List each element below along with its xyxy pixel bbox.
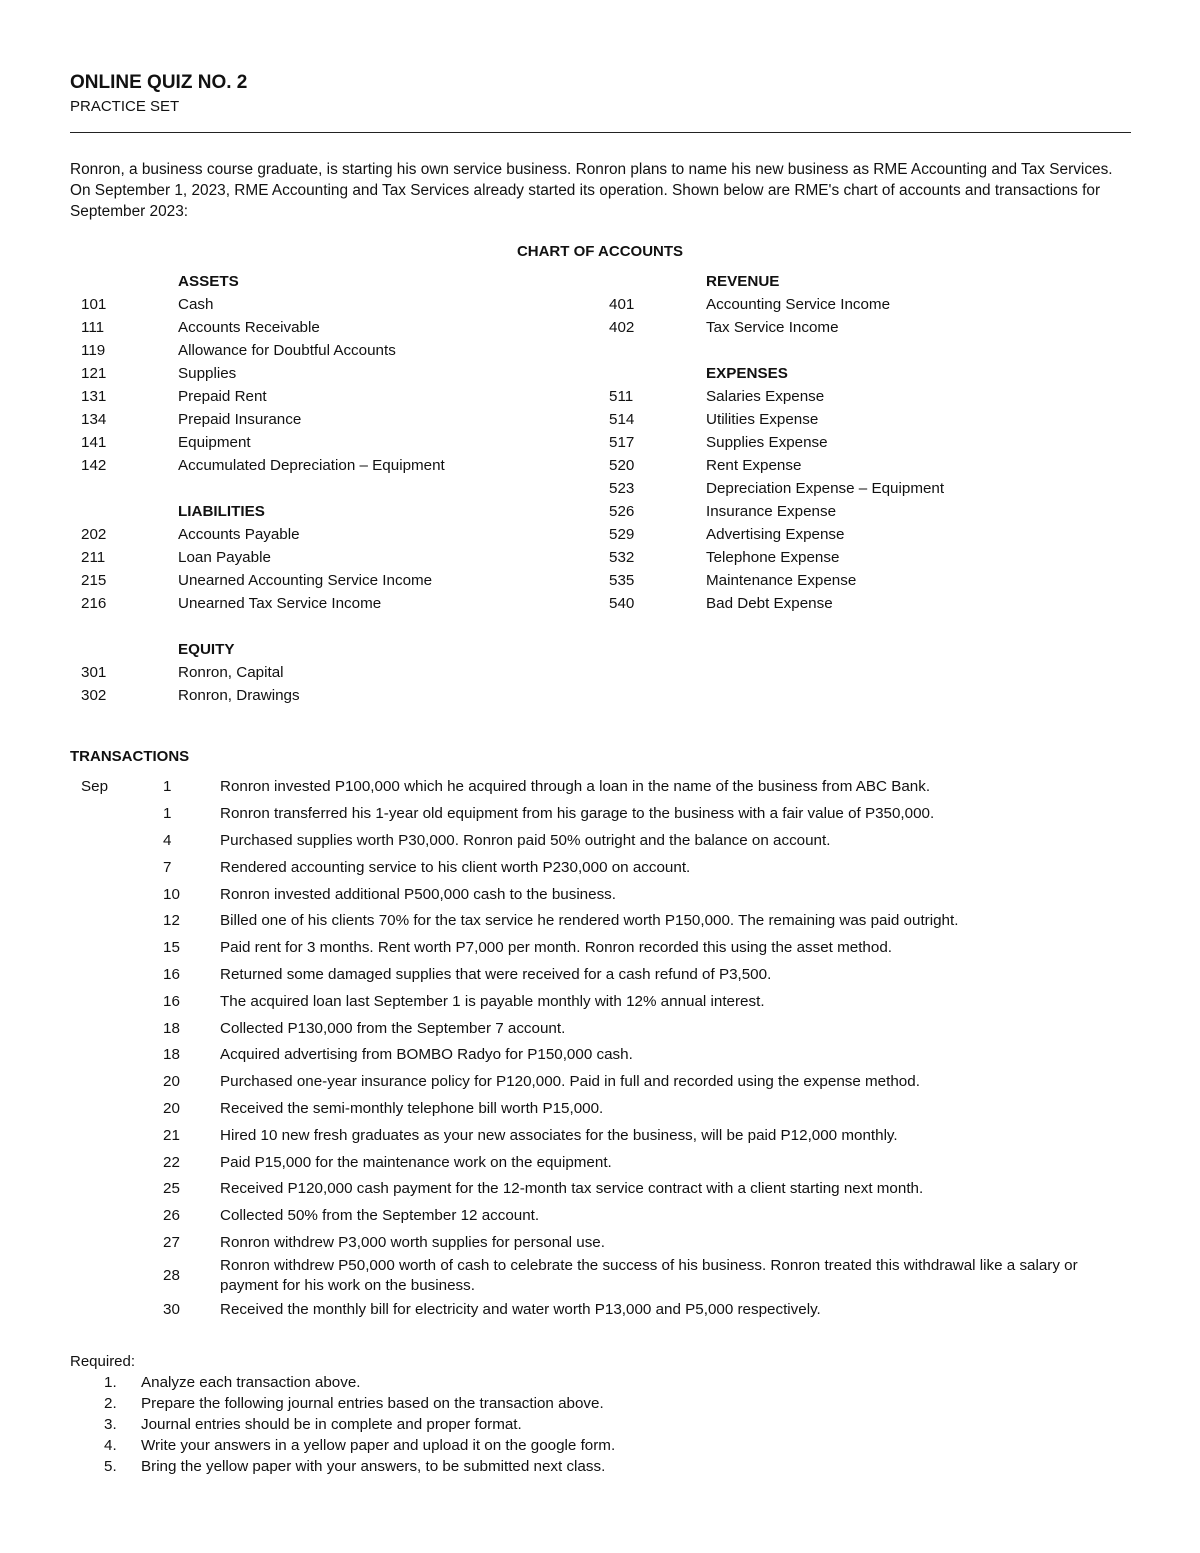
account-row — [81, 477, 561, 500]
account-code: 401 — [609, 296, 635, 313]
transaction-description: Received the monthly bill for electricity and water worth P13,000 and P5,000 respectively. — [220, 1300, 821, 1318]
account-row — [609, 500, 1089, 523]
transaction-row — [81, 801, 1131, 828]
transaction-description: Ronron transferred his 1-year old equipment from his garage to the business with a fair value of P350,000. — [220, 805, 935, 823]
account-code: 121 — [81, 365, 107, 382]
account-code: 101 — [81, 296, 107, 313]
transaction-description: Purchased one-year insurance policy for P120,000. Paid in full and recorded using the expense method. — [220, 1073, 920, 1091]
transaction-description: Billed one of his clients 70% for the tax service he rendered worth P150,000. The remaining was paid outright. — [220, 912, 959, 930]
requirement-item — [104, 1393, 615, 1414]
transaction-day: 18 — [163, 1019, 180, 1037]
transaction-row — [81, 881, 1131, 908]
transaction-day: 20 — [163, 1073, 180, 1091]
account-code: 215 — [81, 572, 107, 589]
account-code: 523 — [609, 480, 635, 497]
requirement-item — [104, 1414, 615, 1435]
transaction-description: Paid rent for 3 months. Rent worth P7,000 per month. Ronron recorded this using the asset method. — [220, 939, 892, 957]
requirement-item — [104, 1456, 615, 1477]
transactions-list — [81, 774, 1131, 1323]
transactions-heading: TRANSACTIONS — [70, 748, 190, 765]
transaction-description: Collected 50% from the September 12 account. — [220, 1207, 540, 1225]
account-name: Accounts Payable — [178, 526, 300, 543]
transaction-row — [81, 988, 1131, 1015]
transaction-row — [81, 908, 1131, 935]
account-category-heading: LIABILITIES — [178, 503, 265, 520]
account-code: 216 — [81, 595, 107, 612]
account-name: Loan Payable — [178, 549, 271, 566]
account-category-row — [81, 638, 561, 661]
requirement-number: 4. — [104, 1437, 117, 1454]
account-category-heading: EQUITY — [178, 641, 235, 658]
transaction-description: Acquired advertising from BOMBO Radyo for P150,000 cash. — [220, 1046, 633, 1064]
transaction-day: 26 — [163, 1207, 180, 1225]
account-name: Equipment — [178, 434, 251, 451]
account-name: Maintenance Expense — [706, 572, 857, 589]
account-category-heading: EXPENSES — [706, 365, 788, 382]
account-code: 514 — [609, 411, 635, 428]
transaction-row — [81, 1015, 1131, 1042]
account-row — [609, 316, 1089, 339]
transaction-row — [81, 828, 1131, 855]
transaction-day: 25 — [163, 1180, 180, 1198]
requirement-number: 3. — [104, 1416, 117, 1433]
account-category-row — [609, 362, 1089, 385]
transaction-day: 28 — [163, 1267, 180, 1285]
account-name: Ronron, Drawings — [178, 687, 300, 704]
transaction-row — [81, 854, 1131, 881]
account-name: Prepaid Insurance — [178, 411, 302, 428]
account-category-heading: ASSETS — [178, 273, 239, 290]
account-code: 141 — [81, 434, 107, 451]
account-code: 211 — [81, 549, 106, 566]
transaction-row — [81, 1042, 1131, 1069]
transaction-description: Hired 10 new fresh graduates as your new associates for the business, will be paid P12,000 monthly. — [220, 1126, 898, 1144]
transaction-description: Ronron invested P100,000 which he acquired through a loan in the name of the business from ABC Bank. — [220, 778, 931, 796]
account-name: Unearned Tax Service Income — [178, 595, 382, 612]
account-name: Supplies Expense — [706, 434, 828, 451]
account-row — [81, 569, 561, 592]
transaction-description: Ronron withdrew P3,000 worth supplies for personal use. — [220, 1233, 605, 1251]
account-code: 202 — [81, 526, 107, 543]
account-row — [81, 339, 561, 362]
account-name: Depreciation Expense – Equipment — [706, 480, 945, 497]
account-code: 532 — [609, 549, 635, 566]
account-row — [609, 569, 1089, 592]
transaction-row — [81, 1203, 1131, 1230]
chart-of-accounts-right-column — [609, 270, 1089, 615]
account-name: Supplies — [178, 365, 237, 382]
account-name: Ronron, Capital — [178, 664, 284, 681]
requirement-item — [104, 1372, 615, 1393]
account-row — [609, 592, 1089, 615]
account-category-row — [609, 270, 1089, 293]
requirement-number: 5. — [104, 1458, 117, 1475]
transaction-day: 30 — [163, 1300, 180, 1318]
required-heading: Required: — [70, 1353, 136, 1370]
account-code: 511 — [609, 388, 634, 405]
account-row — [609, 293, 1089, 316]
transaction-description: Received the semi-monthly telephone bill worth P15,000. — [220, 1099, 604, 1117]
account-row — [81, 454, 561, 477]
transaction-description: Collected P130,000 from the September 7 account. — [220, 1019, 566, 1037]
requirement-text: Bring the yellow paper with your answers, to be submitted next class. — [141, 1458, 606, 1475]
account-name: Cash — [178, 296, 214, 313]
transaction-day: 4 — [163, 831, 172, 849]
transaction-description: Received P120,000 cash payment for the 12-month tax service contract with a client starting next month. — [220, 1180, 924, 1198]
account-name: Accounting Service Income — [706, 296, 891, 313]
transaction-day: 16 — [163, 992, 180, 1010]
account-name: Insurance Expense — [706, 503, 837, 520]
requirement-number: 2. — [104, 1395, 117, 1412]
account-code: 119 — [81, 342, 106, 359]
required-list — [104, 1372, 615, 1477]
account-code: 302 — [81, 687, 107, 704]
transaction-row — [81, 774, 1131, 801]
transaction-day: 10 — [163, 885, 180, 903]
account-code: 111 — [81, 319, 105, 336]
chart-of-accounts-left-column — [81, 270, 561, 707]
account-name: Salaries Expense — [706, 388, 825, 405]
transaction-row — [81, 1069, 1131, 1096]
transaction-description: The acquired loan last September 1 is payable monthly with 12% annual interest. — [220, 992, 765, 1010]
document-subtitle: PRACTICE SET — [70, 98, 180, 115]
account-row — [81, 385, 561, 408]
account-row — [81, 615, 561, 638]
account-name: Utilities Expense — [706, 411, 819, 428]
requirement-text: Journal entries should be in complete and proper format. — [141, 1416, 522, 1433]
account-name: Allowance for Doubtful Accounts — [178, 342, 396, 359]
transaction-row — [81, 1096, 1131, 1123]
chart-of-accounts-title: CHART OF ACCOUNTS — [516, 243, 684, 260]
account-row — [81, 684, 561, 707]
header-divider — [70, 132, 1131, 133]
account-code: 540 — [609, 595, 635, 612]
account-code: 301 — [81, 664, 107, 681]
account-category-row — [81, 500, 561, 523]
account-name: Tax Service Income — [706, 319, 839, 336]
account-row — [81, 592, 561, 615]
account-code: 142 — [81, 457, 107, 474]
transaction-row — [81, 1230, 1131, 1257]
account-name: Prepaid Rent — [178, 388, 267, 405]
transaction-day: 1 — [163, 778, 172, 796]
transaction-description: Ronron invested additional P500,000 cash to the business. — [220, 885, 616, 903]
account-code: 526 — [609, 503, 635, 520]
transaction-row — [81, 1122, 1131, 1149]
transaction-day: 20 — [163, 1099, 180, 1117]
account-name: Telephone Expense — [706, 549, 840, 566]
transaction-row — [81, 962, 1131, 989]
transaction-day: 1 — [163, 805, 172, 823]
account-name: Advertising Expense — [706, 526, 845, 543]
account-name: Unearned Accounting Service Income — [178, 572, 433, 589]
transaction-row — [81, 1256, 1131, 1296]
account-row — [609, 385, 1089, 408]
account-row — [81, 431, 561, 454]
transaction-day: 12 — [163, 912, 180, 930]
requirement-number: 1. — [104, 1374, 117, 1391]
account-row — [609, 477, 1089, 500]
transaction-day: 18 — [163, 1046, 180, 1064]
account-row — [81, 661, 561, 684]
account-row — [609, 339, 1089, 362]
transaction-row — [81, 1296, 1131, 1323]
transaction-month: Sep — [81, 778, 109, 796]
account-name: Accumulated Depreciation – Equipment — [178, 457, 445, 474]
account-row — [609, 431, 1089, 454]
account-code: 134 — [81, 411, 107, 428]
account-row — [81, 408, 561, 431]
transaction-description: Purchased supplies worth P30,000. Ronron paid 50% outright and the balance on account. — [220, 831, 831, 849]
account-row — [609, 454, 1089, 477]
account-name: Bad Debt Expense — [706, 595, 833, 612]
account-name: Accounts Receivable — [178, 319, 320, 336]
account-code: 517 — [609, 434, 635, 451]
transaction-day: 22 — [163, 1153, 180, 1171]
account-row — [81, 293, 561, 316]
transaction-row — [81, 1149, 1131, 1176]
account-row — [609, 523, 1089, 546]
account-code: 520 — [609, 457, 635, 474]
account-row — [81, 316, 561, 339]
requirement-item — [104, 1435, 615, 1456]
transaction-description: Rendered accounting service to his client worth P230,000 on account. — [220, 858, 691, 876]
account-category-row — [81, 270, 561, 293]
transaction-description: Returned some damaged supplies that were received for a cash refund of P3,500. — [220, 965, 772, 983]
account-row — [81, 362, 561, 385]
transaction-day: 27 — [163, 1233, 180, 1251]
transaction-row — [81, 935, 1131, 962]
transaction-description: Paid P15,000 for the maintenance work on the equipment. — [220, 1153, 612, 1171]
account-code: 402 — [609, 319, 635, 336]
requirement-text: Prepare the following journal entries based on the transaction above. — [141, 1395, 604, 1412]
account-row — [609, 408, 1089, 431]
requirement-text: Write your answers in a yellow paper and upload it on the google form. — [141, 1437, 616, 1454]
transaction-day: 7 — [163, 858, 172, 876]
account-code: 535 — [609, 572, 635, 589]
account-row — [81, 546, 561, 569]
transaction-row — [81, 1176, 1131, 1203]
transaction-day: 15 — [163, 939, 180, 957]
account-name: Rent Expense — [706, 457, 802, 474]
requirement-text: Analyze each transaction above. — [141, 1374, 361, 1391]
intro-paragraph: Ronron, a business course graduate, is starting his own service business. Ronron plans to name his new business as RME Accounting and Tax Services. On September 1, 2023, RME Accounting and Tax Services already started its operation. Shown below are RME's chart of accounts and transactions for September 2023: — [70, 161, 1113, 220]
transaction-day: 21 — [163, 1126, 180, 1144]
account-category-heading: REVENUE — [706, 273, 780, 290]
account-row — [81, 523, 561, 546]
transaction-description: Ronron withdrew P50,000 worth of cash to celebrate the success of his business. Ronron treated this withdrawal like a salary or payment for his work on the business. — [220, 1257, 1078, 1295]
transaction-day: 16 — [163, 965, 180, 983]
account-row — [609, 546, 1089, 569]
account-code: 529 — [609, 526, 635, 543]
account-code: 131 — [81, 388, 107, 405]
document-title: ONLINE QUIZ NO. 2 — [70, 72, 248, 93]
